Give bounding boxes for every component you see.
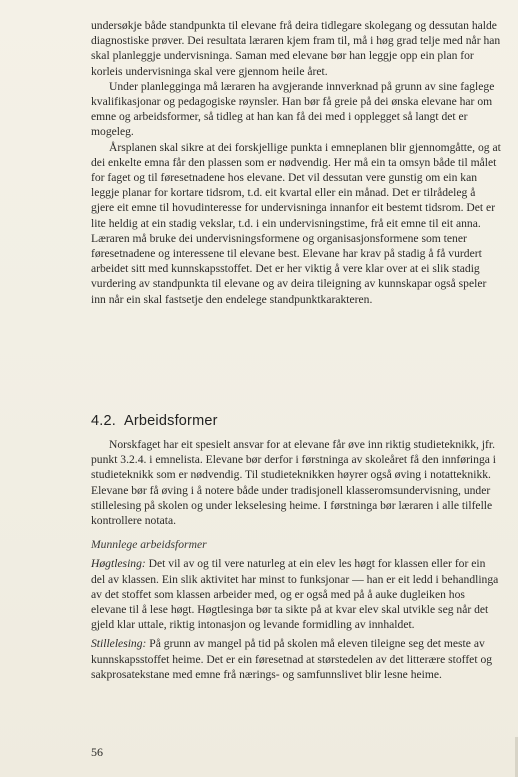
paragraph-continued: undersøkje både standpunkta til elevane frå deira tidlegare skolegang og dessutan halde diagnostiske prøver. Dei resultata læraren kjem fram til, må i høg grad telje med når han skal planleggje undervisninga. Saman med elevane bør han leggje opp ein plan for korleis undervisninga skal vere gjennom heile året. — [91, 19, 501, 78]
term-hogtlesing: Høgtlesing: — [91, 557, 146, 571]
text-stillelesing: På grunn av mangel på tid på skolen må eleven tileigne seg det meste av kunnskapsstoffet heime. Det er ein føresetnad at størstedelen av det litterære stoffet og sakprosatekstane med emne frå nærings- og samfunnslivet blir lesne heime. — [91, 637, 493, 681]
section-title: Arbeidsformer — [124, 413, 218, 429]
text-hogtlesing: Det vil av og til vere naturleg at ein elev les høgt for klassen eller for ein del av klassen. Ein slik aktivitet har minst to funksjonar — han er eit ledd i behandlinga av det stoffet som klassen arbeider med, og er også med på å auke dugleiken hos elevane til å lese høgt. Høgtlesinga bør ta sikte på at kvar elev skal utvikle seg når det gjeld klar uttale, riktig intonasjon og levande formidling av innhaldet. — [91, 557, 499, 632]
paragraph-arsplan: Årsplanen skal sikre at dei forskjellige punkta i emneplanen blir gjennomgåtte, og at dei enkelte emna får den plassen som er nødvendig. Her må ein ta omsyn både til målet for faget og til føresetnadene hos elevane. Det vil dessutan vere gunstig om ein kan leggje planar for kortare tidsrom, t.d. eit kvartal eller ein månad. Det er tilrådeleg å gjere eit emne til hovudinteresse for undervisninga innanfor eit bestemt tidsrom. Det er lite heldig at ein stadig vekslar, t.d. i ein undervisningstime, frå eit emne til eit anna. Læraren må bruke dei undervisningsformene og organisasjonsformene som tener føresetnadene og interessene til elevane best. Elevane har krav på stadig å få vurdert arbeidet sitt med kunnskapsstoffet. Det er her viktig å vere klar over at ei slik stadig vurdering av standpunkta til elevane og av deira tileigning av kunnskapar også speler inn når ein skal fastsetje den endelege standpunktkarakteren. — [91, 140, 501, 306]
body-text-section — [91, 437, 501, 682]
paragraph-planlegging: Under planlegginga må læraren ha avgjerande innverknad på grunn av sine faglege kvalifikasjonar og pedagogiske røynsler. Han bør få greie på dei ønska elevane har om emne og arbeidsformer, så tidleg at han kan få dei med i opplegget så langt det er mogeleg. — [91, 79, 495, 139]
term-stillelesing: Stillelesing: — [91, 637, 147, 651]
section-heading — [91, 413, 218, 429]
body-text-top — [91, 18, 501, 307]
subheading-munnlege: Munnlege arbeidsformer — [91, 538, 207, 552]
section-intro-paragraph: Norskfaget har eit spesielt ansvar for at elevane får øve inn riktig studieteknikk, jfr. punkt 3.2.4. i emnelista. Elevane bør derfor i førstninga av skoleåret få den innføringa i studieteknikk som er nødvendig. Til studieteknikken høyrer også øving i notatteknikk. Elevane bør få øving i å notere både under tradisjonell klasseromsundervisning, under stillelesing på skolen og under lekselesing heime. I førstninga bør læraren i alle tilfelle kontrollere notata. — [91, 438, 497, 528]
item-stillelesing — [91, 636, 501, 682]
page-number: 56 — [91, 745, 103, 759]
section-number: 4.2. — [91, 413, 116, 429]
item-hogtlesing — [91, 556, 501, 632]
